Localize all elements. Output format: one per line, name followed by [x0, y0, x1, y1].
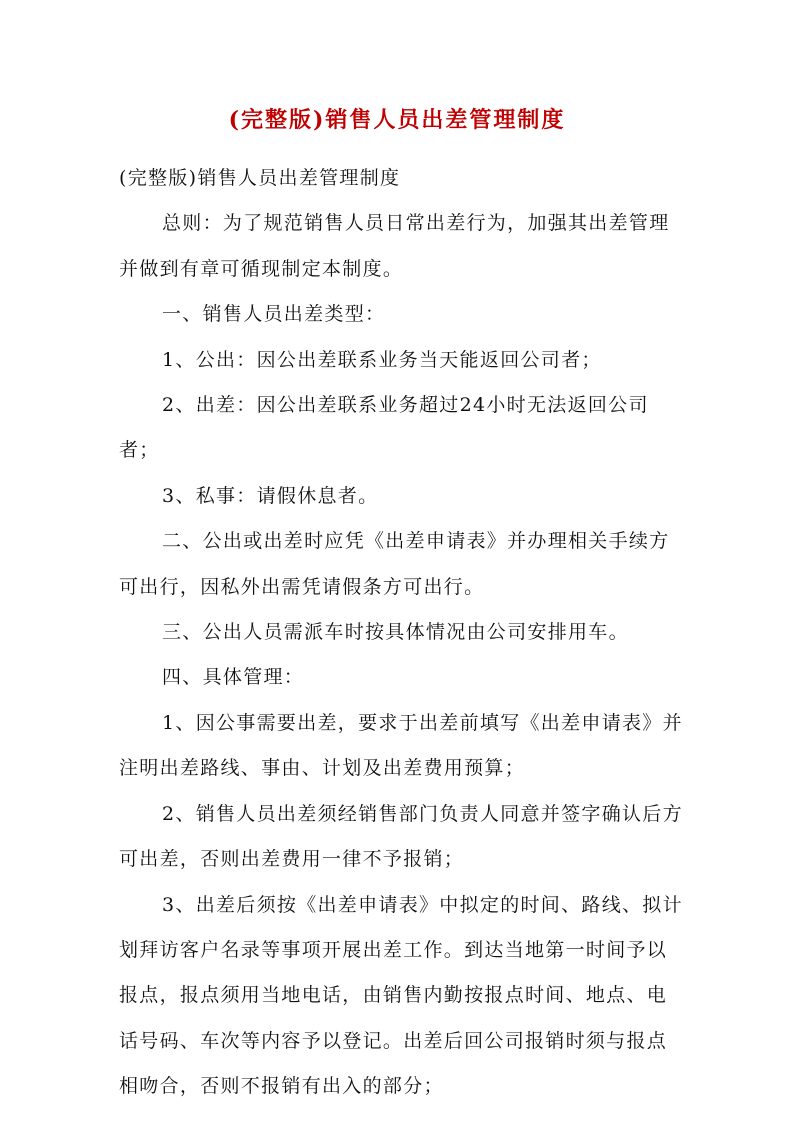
paragraph: 2、出差：因公出差联系业务超过24小时无法返回公司者；	[119, 394, 649, 462]
paragraph: 二、公出或出差时应凭《出差申请表》并办理相关手续方可出行，因私外出需凭请假条方可出行。	[119, 530, 670, 598]
paragraph: (完整版)销售人员出差管理制度	[119, 167, 401, 189]
paragraph: 1、公出：因公出差联系业务当天能返回公司者；	[162, 348, 602, 371]
document-title: (完整版)销售人员出差管理制度	[228, 107, 566, 133]
paragraph: 1、因公事需要出差，要求于出差前填写《出差申请表》并注明出差路线、事由、计划及出差费用预算；	[119, 711, 683, 780]
paragraph: 三、公出人员需派车时按具体情况由公司安排用车。	[162, 621, 629, 644]
paragraph: 2、销售人员出差须经销售部门负责人同意并签字确认后方可出差，否则出差费用一律不予报销；	[119, 802, 683, 871]
paragraph: 3、私事：请假休息者。	[162, 484, 379, 507]
paragraph: 四、具体管理：	[162, 666, 305, 689]
paragraph: 总则：为了规范销售人员日常出差行为，加强其出差管理并做到有章可循现制定本制度。	[119, 212, 670, 280]
paragraph: 一、销售人员出差类型：	[162, 303, 386, 326]
document-body	[119, 156, 685, 1110]
paragraph: 3、出差后须按《出差申请表》中拟定的时间、路线、拟计划拜访客户名录等事项开展出差工作。到达当地第一时间予以报点，报点须用当地电话，由销售内勤按报点时间、地点、电话号码、车次等内容予以登记。出差后回公司报销时须与报点相吻合，否则不报销有出入的部分；	[119, 893, 683, 1098]
